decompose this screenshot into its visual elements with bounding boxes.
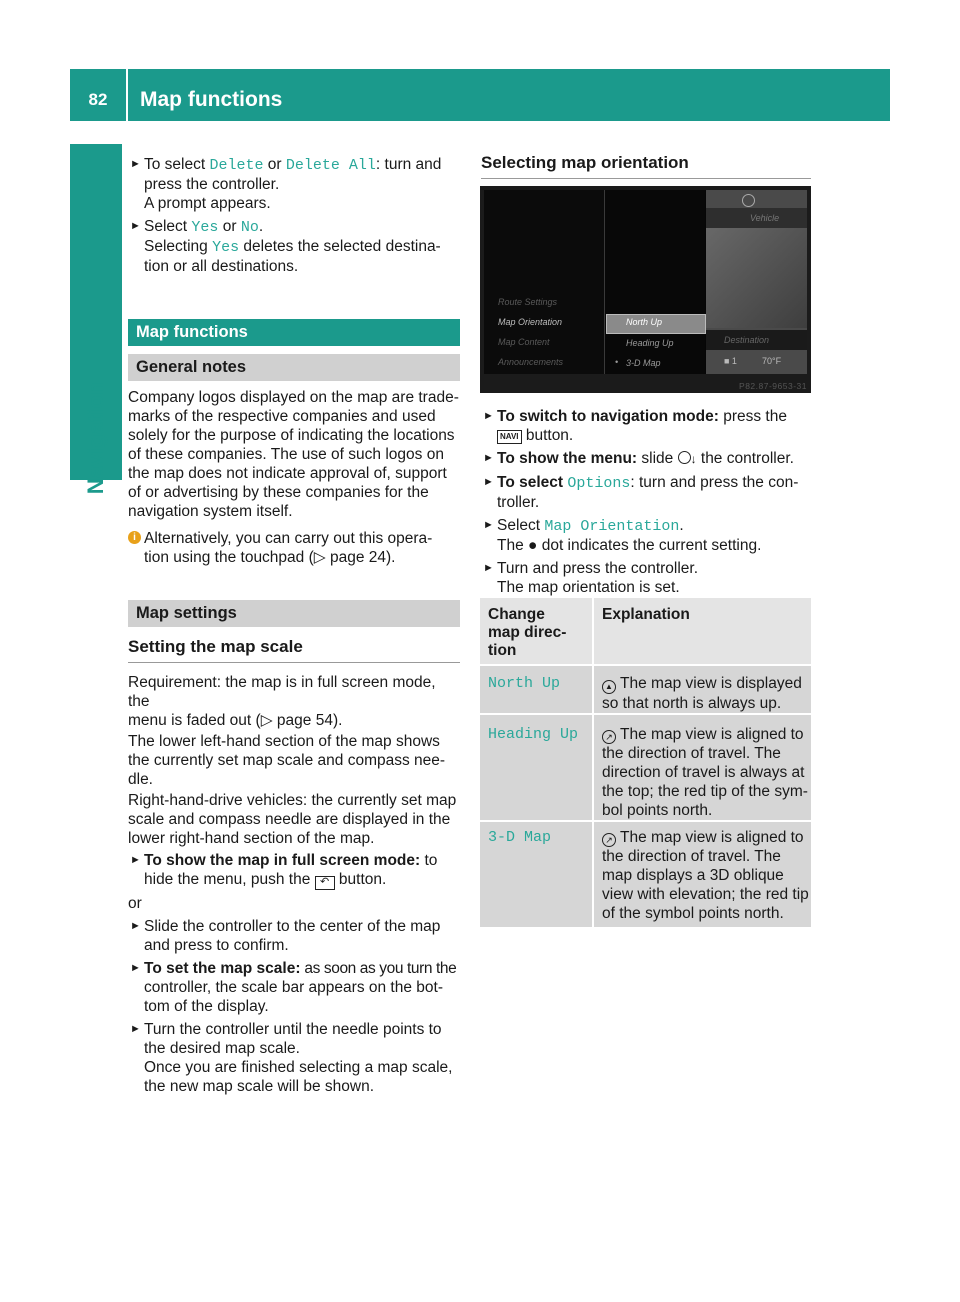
paragraph-line[interactable]: menu is faded out (▷ page 54). bbox=[128, 712, 343, 729]
step-text: slide bbox=[637, 450, 678, 467]
submenu-item-3d-map[interactable]: 3-D Map bbox=[626, 358, 661, 368]
step-text: press the bbox=[718, 408, 787, 425]
step-text: or bbox=[218, 218, 241, 235]
paragraph-line: Requirement: the map is in full screen mode, the bbox=[128, 674, 436, 710]
explanation-line: direction of travel is always at bbox=[602, 764, 805, 781]
step-text: Turn and press the controller. bbox=[497, 560, 699, 577]
paragraph-line: lower right-hand section of the map. bbox=[128, 830, 375, 847]
rhd-text bbox=[128, 791, 460, 848]
step-text: dot indicates the current setting. bbox=[537, 537, 762, 554]
paragraph-line: The lower left-hand section of the map shows bbox=[128, 733, 440, 750]
option-yes[interactable]: Yes bbox=[191, 219, 219, 236]
explanation-line: The map view is aligned to bbox=[620, 829, 804, 846]
step-turn-controller bbox=[128, 1020, 460, 1096]
paragraph-line: of these companies. The use of such logos on bbox=[128, 446, 444, 463]
step-text: Select bbox=[144, 218, 192, 235]
step-text: Once you are finished selecting a map scale, bbox=[144, 1059, 453, 1076]
step-bold-text: To show the menu: bbox=[497, 450, 638, 467]
orientation-table bbox=[480, 598, 811, 927]
explanation-line: the direction of travel. The bbox=[602, 745, 781, 762]
table-cell-explanation bbox=[593, 821, 811, 927]
step-arrow-icon: ► bbox=[483, 476, 494, 488]
step-text: . bbox=[258, 218, 264, 235]
explanation-line: map displays a 3D oblique bbox=[602, 867, 784, 884]
status-left: ■ 1 bbox=[724, 356, 737, 366]
table-header-change bbox=[480, 598, 593, 665]
step-text: the desired map scale. bbox=[144, 1040, 300, 1057]
heading-selecting-map-orientation: Selecting map orientation bbox=[481, 153, 811, 179]
step-text: : turn and press the con- bbox=[630, 474, 799, 491]
step-text: tion or all destinations. bbox=[144, 258, 299, 275]
step-text: . bbox=[679, 517, 684, 534]
step-text: the new map scale will be shown. bbox=[144, 1078, 375, 1095]
option-map-orientation[interactable]: Map Orientation bbox=[544, 518, 680, 535]
step-text: and press to confirm. bbox=[144, 937, 289, 954]
sidebar-label: Navigation bbox=[83, 381, 108, 495]
step-bold-text: To select bbox=[497, 474, 568, 491]
destination-label: Destination bbox=[724, 335, 770, 345]
arrow-down-icon: ↓ bbox=[690, 452, 697, 466]
step-bold-text: To set the map scale: bbox=[144, 960, 301, 977]
header-line: map direc- bbox=[488, 624, 567, 641]
step-text: troller. bbox=[497, 494, 540, 511]
paragraph-line: scale and compass needle are displayed in the bbox=[128, 811, 451, 828]
step-show-menu bbox=[481, 449, 813, 469]
step-arrow-icon: ► bbox=[130, 1023, 141, 1035]
submenu-item-north-up[interactable]: North Up bbox=[626, 317, 663, 327]
step-text: tom of the display. bbox=[144, 998, 269, 1015]
header-line: Change bbox=[488, 606, 545, 623]
step-text: press the controller. bbox=[144, 176, 280, 193]
step-select-map-orientation bbox=[481, 516, 813, 555]
requirement-text bbox=[128, 673, 460, 730]
option-delete-all[interactable]: Delete All bbox=[285, 157, 376, 174]
step-arrow-icon: ► bbox=[130, 158, 141, 170]
step-text: A prompt appears. bbox=[144, 195, 271, 212]
general-notes-text bbox=[128, 388, 460, 521]
step-text: Select bbox=[497, 517, 545, 534]
step-text: The map orientation is set. bbox=[497, 579, 680, 596]
explanation-line: the top; the red tip of the sym- bbox=[602, 783, 808, 800]
step-text: as soon as you turn the bbox=[300, 960, 457, 977]
section-band-general-notes: General notes bbox=[128, 354, 460, 381]
explanation-line: so that north is always up. bbox=[602, 695, 782, 712]
step-text: the controller. bbox=[696, 450, 794, 467]
option-north-up[interactable]: North Up bbox=[488, 675, 561, 692]
section-band-map-functions: Map functions bbox=[128, 319, 460, 346]
step-arrow-icon: ► bbox=[483, 519, 494, 531]
option-yes-inline[interactable]: Yes bbox=[212, 239, 240, 256]
step-bold-text: To show the map in full screen mode: bbox=[144, 852, 421, 869]
paragraph-line: the currently set map scale and compass nee- bbox=[128, 752, 446, 769]
subheading-setting-map-scale: Setting the map scale bbox=[128, 637, 460, 663]
right-steps bbox=[481, 407, 813, 601]
explanation-line: The map view is displayed bbox=[620, 675, 802, 692]
explanation-line: view with elevation; the red tip bbox=[602, 886, 809, 903]
step-text: The bbox=[497, 537, 529, 554]
lower-left-text bbox=[128, 732, 460, 789]
menu-item-route-settings[interactable]: Route Settings bbox=[498, 297, 558, 307]
step-slide-controller bbox=[128, 917, 460, 955]
explanation-line: The map view is aligned to bbox=[620, 726, 804, 743]
step-text: Selecting bbox=[144, 238, 213, 255]
step-arrow-icon: ► bbox=[130, 220, 141, 232]
map-preview bbox=[706, 190, 807, 374]
table-cell-option bbox=[480, 821, 593, 927]
option-delete[interactable]: Delete bbox=[209, 157, 264, 174]
menu-item-announcements[interactable]: Announcements bbox=[498, 357, 564, 367]
table-cell-explanation bbox=[593, 714, 811, 821]
paragraph-line: marks of the respective companies and used bbox=[128, 408, 436, 425]
step-arrow-icon: ► bbox=[130, 854, 141, 866]
paragraph-line: Right-hand-drive vehicles: the currently set map bbox=[128, 792, 457, 809]
map-area bbox=[706, 218, 807, 328]
step-full-screen bbox=[128, 851, 460, 890]
table-header-row bbox=[480, 598, 811, 665]
page-number: 82 bbox=[88, 90, 108, 109]
temperature: 70°F bbox=[762, 356, 782, 366]
page-title: Map functions bbox=[140, 88, 283, 111]
step-navigation-mode bbox=[481, 407, 813, 445]
table-header-explanation: Explanation bbox=[593, 598, 811, 665]
step-text: to bbox=[420, 852, 438, 869]
paragraph-line: of or advertising by these companies for the bbox=[128, 484, 429, 501]
table-row bbox=[480, 665, 811, 714]
compass-icon bbox=[742, 194, 755, 207]
table-row bbox=[480, 714, 811, 821]
step-text: To select bbox=[144, 156, 210, 173]
step-arrow-icon: ► bbox=[130, 920, 141, 932]
step-bold-text: To switch to navigation mode: bbox=[497, 408, 719, 425]
step-turn-press bbox=[481, 559, 813, 597]
navi-key-icon: NAVI bbox=[497, 430, 522, 444]
explanation-line: the direction of travel. The bbox=[602, 848, 781, 865]
table-cell-option bbox=[480, 665, 593, 714]
step-select-delete bbox=[128, 155, 460, 213]
heading-up-icon: ↗ bbox=[602, 730, 616, 744]
header-separator bbox=[126, 69, 128, 121]
table-row bbox=[480, 821, 811, 927]
vehicle-label: Vehicle bbox=[750, 213, 780, 223]
option-heading-up[interactable]: Heading Up bbox=[488, 726, 579, 743]
table-cell-option bbox=[480, 714, 593, 821]
explanation-line: bol points north. bbox=[602, 802, 713, 819]
table-cell-explanation bbox=[593, 665, 811, 714]
paragraph-line: solely for the purpose of indicating the locations bbox=[128, 427, 455, 444]
left-column bbox=[128, 155, 460, 1100]
explanation-line: of the symbol points north. bbox=[602, 905, 784, 922]
option-options[interactable]: Options bbox=[567, 475, 631, 492]
step-select-yes-no bbox=[128, 217, 460, 276]
paragraph-line: navigation system itself. bbox=[128, 503, 293, 520]
step-text: Slide the controller to the center of the map bbox=[144, 918, 441, 935]
option-no[interactable]: No bbox=[240, 219, 259, 236]
submenu-bullet: • bbox=[615, 357, 619, 367]
info-note bbox=[128, 529, 460, 567]
step-select-options bbox=[481, 473, 813, 512]
info-text: Alternatively, you can carry out this opera- bbox=[144, 530, 433, 547]
paragraph-line: dle. bbox=[128, 771, 153, 788]
back-button-icon: ↶ bbox=[315, 876, 335, 890]
step-text: : turn and bbox=[375, 156, 442, 173]
right-column-heading-wrap bbox=[481, 153, 811, 179]
controller-slide-down-icon bbox=[678, 451, 691, 464]
dot-icon: ● bbox=[528, 537, 538, 554]
step-text: hide the menu, push the bbox=[144, 871, 315, 888]
heading-up-icon: ↗ bbox=[602, 833, 616, 847]
page-header bbox=[70, 69, 890, 121]
or-text: or bbox=[128, 895, 142, 912]
step-text: Turn the controller until the needle points to bbox=[144, 1021, 442, 1038]
sidebar-section bbox=[70, 378, 122, 498]
step-text: button. bbox=[521, 427, 574, 444]
submenu-item-heading-up[interactable]: Heading Up bbox=[626, 338, 674, 348]
paragraph-line: the map does not indicate approval of, support bbox=[128, 465, 447, 482]
step-text: or bbox=[263, 156, 286, 173]
info-icon: i bbox=[128, 531, 141, 544]
header-line: tion bbox=[488, 642, 517, 659]
step-arrow-icon: ► bbox=[483, 562, 494, 574]
paragraph-line: Company logos displayed on the map are trade- bbox=[128, 389, 459, 406]
info-text[interactable]: tion using the touchpad (▷ page 24). bbox=[144, 549, 396, 566]
step-arrow-icon: ► bbox=[130, 962, 141, 974]
step-arrow-icon: ► bbox=[483, 452, 494, 464]
option-3d-map[interactable]: 3-D Map bbox=[488, 829, 552, 846]
north-up-icon: ▲ bbox=[602, 680, 616, 694]
step-set-map-scale bbox=[128, 959, 460, 1016]
menu-item-map-content[interactable]: Map Content bbox=[498, 337, 550, 347]
figure-caption: P82.87-9653-31 bbox=[739, 381, 807, 391]
section-band-map-settings: Map settings bbox=[128, 600, 460, 627]
menu-item-map-orientation[interactable]: Map Orientation bbox=[498, 317, 563, 327]
step-text: deletes the selected destina- bbox=[239, 238, 441, 255]
step-text: controller, the scale bar appears on the bot- bbox=[144, 979, 443, 996]
step-arrow-icon: ► bbox=[483, 410, 494, 422]
step-text: button. bbox=[334, 871, 387, 888]
screen-display bbox=[484, 190, 807, 374]
screenshot-map-orientation bbox=[480, 186, 811, 393]
